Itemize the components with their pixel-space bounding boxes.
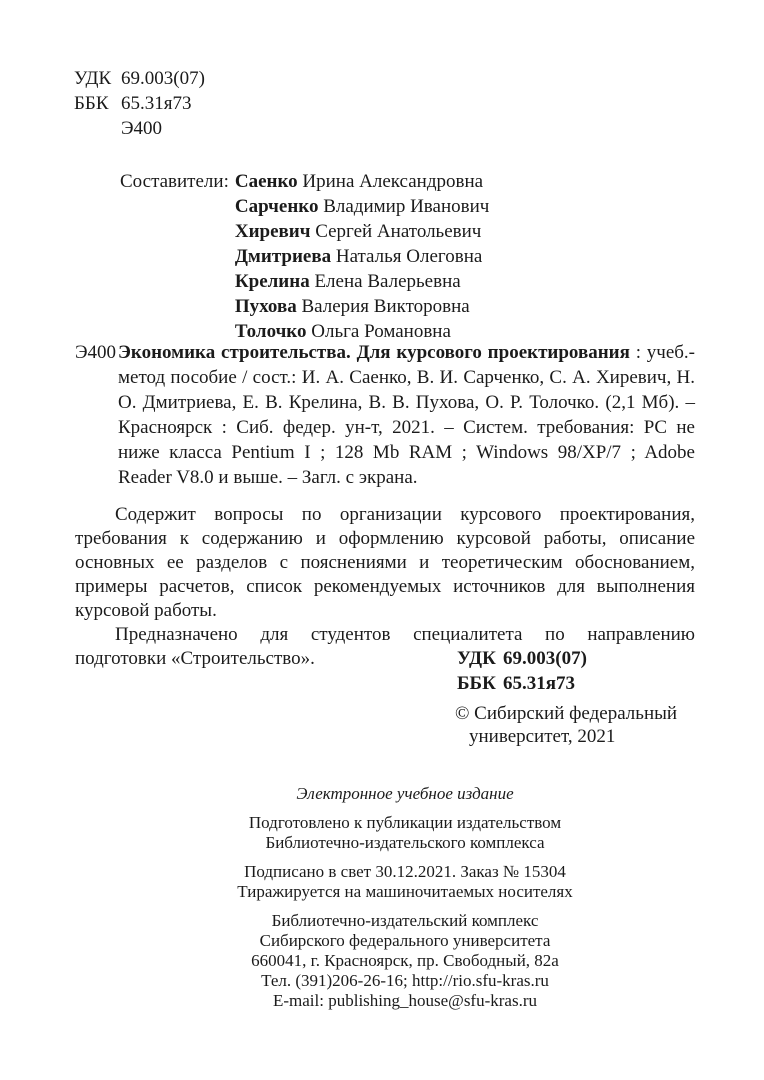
- author-sign: Э400: [121, 118, 163, 139]
- publisher-university: Сибирского федерального университета: [259, 931, 551, 950]
- bbk-value-right: 65.31я73: [503, 673, 576, 694]
- publisher-email: E-mail: publishing_house@sfu-kras.ru: [272, 991, 537, 1010]
- imprint-prepared-line-1: Подготовлено к публикации издательством: [248, 813, 562, 832]
- udk-label: УДК: [74, 68, 112, 89]
- bbk-value: 65.31я73: [121, 93, 192, 114]
- catalog-entry-code: Э400: [75, 342, 117, 363]
- imprint-publisher: [115, 911, 695, 1011]
- publisher-phone-site: Тел. (391)206-26-16; http://rio.sfu-kras.ru: [261, 971, 549, 990]
- bbk-label: ББК: [74, 93, 109, 114]
- imprint-prepared: [115, 813, 695, 853]
- compiler-name: Сарченко Владимир Иванович: [234, 196, 490, 217]
- imprint-signed-line-1: Подписано в свет 30.12.2021. Заказ № 15304: [244, 862, 566, 881]
- compiler-name: Пухова Валерия Викторовна: [234, 296, 470, 317]
- publisher-name: Библиотечно-издательский комплекс: [271, 911, 539, 930]
- compilers-names: [235, 169, 489, 344]
- edition-type: Электронное учебное издание: [296, 784, 514, 803]
- udk-line: [74, 66, 205, 91]
- author-sign-line: [74, 116, 205, 141]
- catalog-entry-title: Экономика строительства. Для курсового проектирования: [118, 342, 630, 363]
- bbk-line: [74, 91, 205, 116]
- compiler-name: Хиревич Сергей Анатольевич: [234, 221, 482, 242]
- catalog-entry-description: учеб.-метод пособие / сост.: И. А. Саенко, В. И. Сарченко, С. А. Хиревич, Н. О. Дмитриева, Е. В. Крелина, В. В. Пухова, О. Р. Толочко. (2,1 Мб). – Красноярск : Сиб. федер. ун-т, 2021. – Систем. требования: PC не ниже класса Pentium I ; 128 Mb RAM ; Windows 98/XP/7 ; Adobe Reader V8.0 и выше. – Загл. с экрана.: [118, 342, 696, 488]
- imprint-signed-line-2: Тиражируется на машиночитаемых носителях: [237, 882, 573, 901]
- compilers-label: Составители:: [120, 171, 229, 192]
- compilers-block: [120, 169, 489, 344]
- copyright-notice: [455, 702, 677, 748]
- imprint-signed: [115, 862, 695, 902]
- publisher-address: 660041, г. Красноярск, пр. Свободный, 82а: [251, 951, 559, 970]
- udk-value-right: 69.003(07): [503, 648, 587, 669]
- classification-codes-right: [457, 646, 587, 696]
- abstract-paragraph-2: Предназначено для студентов специалитета по направлению подготовки «Строительство».: [75, 624, 695, 669]
- abstract-paragraph-1: Содержит вопросы по организации курсового проектирования, требования к содержанию и оформлению курсовой работы, описание основных ее разделов с пояснениями и теоретическим обоснованием, примеры расчетов, список рекомендуемых источников для выполнения курсовой работы.: [75, 504, 695, 621]
- compiler-name: Толочко Ольга Романовна: [234, 321, 451, 342]
- compiler-name: Крелина Елена Валерьевна: [234, 271, 461, 292]
- abstract-block: [75, 503, 695, 671]
- catalog-entry-text: Экономика строительства. Для курсового проектирования : учеб.-метод пособие / сост.: И. А. Саенко, В. И. Сарченко, С. А. Хиревич, Н. О. Дмитриева, Е. В. Крелина, В. В. Пухова, О. Р. Толочко. (2,1 Мб). – Красноярск : Сиб. федер. ун-т, 2021. – Систем. требования: PC не ниже класса Pentium I ; 128 Mb RAM ; Windows 98/XP/7 ; Adobe Reader V8.0 и выше. – Загл. с экрана.: [118, 342, 696, 488]
- imprint-prepared-line-2: Библиотечно-издательского комплекса: [265, 833, 545, 852]
- imprint-block: [115, 784, 695, 1020]
- udk-label-right: УДК: [457, 648, 496, 669]
- classification-codes-top: [74, 66, 205, 141]
- catalog-entry: [75, 340, 695, 490]
- udk-value: 69.003(07): [121, 68, 205, 89]
- copyright-line-1: © Сибирский федеральный: [455, 703, 678, 724]
- udk-line-right: [457, 646, 587, 671]
- bbk-label-right: ББК: [457, 673, 496, 694]
- copyright-line-2: университет, 2021: [469, 726, 616, 747]
- bbk-line-right: [457, 671, 587, 696]
- compiler-name: Саенко Ирина Александровна: [234, 171, 484, 192]
- compiler-name: Дмитриева Наталья Олеговна: [234, 246, 483, 267]
